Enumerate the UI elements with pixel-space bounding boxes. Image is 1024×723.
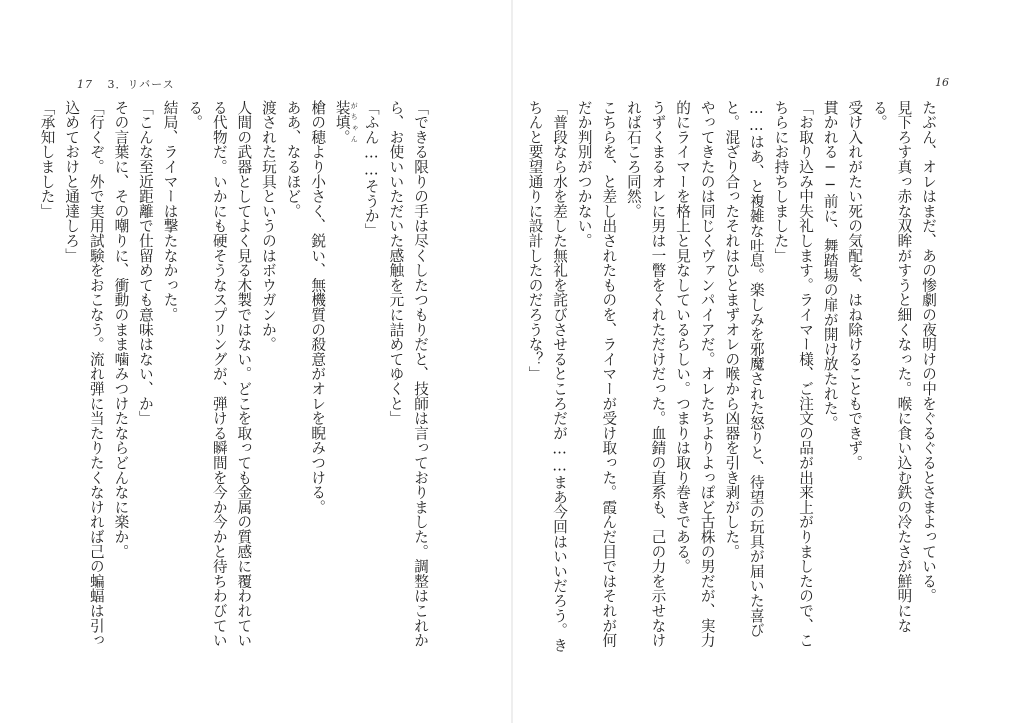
soten-text: 装填。 [333,100,351,145]
paragraph: 槍の穂より小さく、鋭い、無機質の殺意がオレを睨みつける。 [309,100,327,515]
paragraph: 結局、ライマーは撃たなかった。 [161,100,179,322]
dialogue: 「承知しました」 [38,100,56,219]
dialogue: 「行くぞ。外で実用試験をおこなう。流れ弾に当たりたくなければ己の蝙蝠は引っ込めておけと通達しろ」 [63,100,105,648]
paragraph: ……はあ、と複雑な吐息。楽しみを邪魔された怒りと、待望の玩具が届いた喜びと。混ざり合ったそれはひとまずオレの喉から凶器を引き剥がした。 [723,100,765,638]
paragraph: こちらを、と差し出されたものを、ライマーが受け取った。霞んだ目ではそれが何だか判別がつかない。 [575,100,618,648]
paragraph: ああ、なるほど。 [284,100,302,219]
left-page-body [38,100,432,660]
paragraph: その言葉に、その嘲りに、衝動のまま噛みつけたならどんなに楽か。 [112,100,130,559]
paragraph: 人間の武器としてよく見る木製ではない。どこを取っても金属の質感に覆われている代物だ。いかにも硬そうなスプリングが、弾ける瞬間を今か今かと待ちわびている。 [186,100,253,648]
dialogue: 「ふん……そうか」 [362,100,380,238]
dialogue: 「こんな至近距離で仕留めても意味はない、か」 [136,100,154,426]
right-page-body [526,100,940,660]
dialogue: 「普段なら水を差した無礼を詫びさせるところだが……まあ今回はいいだろう。きちんと要望通りに設計したのだろうな？」 [526,100,569,653]
dialogue: 「できる限りの手は尽くしたつもりだと、技師は言っておりました。調整はこれから、お使いいただいた感触を元に詰めてゆくと」 [387,100,429,648]
running-head [77,76,175,92]
paragraph: 貫かれる──前に、舞踏場の扉が開け放たれた。 [821,100,839,431]
paragraph: たぶん、オレはまだ、あの惨劇の夜明けの中をぐるぐるとさまよっている。 [920,100,937,604]
paragraph: 見下ろす真っ赤な双眸がすうと細くなった。喉に食い込む鉄の冷たさが鮮明になる。 [870,100,913,633]
page-number-left: 17 [77,78,93,91]
paragraph [329,100,358,660]
dialogue: 「お取り込み中失礼します。ライマー様、ご注文の品が出来上がりましたので、こちらにお持ちしました」 [772,100,815,648]
ruby-reading: がちゃん [350,100,359,145]
ruby-word [333,100,359,145]
paragraph: やってきたのは同じくヴァンパイアだ。オレたちよりよっぽど古株の男だが、実力的にライマーを格上と見なしているらしい。つまりは取り巻きである。 [674,100,716,648]
chapter-title: 3．リバース [107,78,175,91]
page-number-right: 16 [935,76,949,89]
paragraph: うずくまるオレに男は一瞥をくれただけだった。血錆の直系も、己の力を示せなければ石ころ同然。 [624,100,667,648]
paragraph: 渡された玩具というのはボウガンか。 [259,100,277,352]
paragraph: 受け入れがたい死の気配を、はね除けることもできず。 [846,100,864,470]
